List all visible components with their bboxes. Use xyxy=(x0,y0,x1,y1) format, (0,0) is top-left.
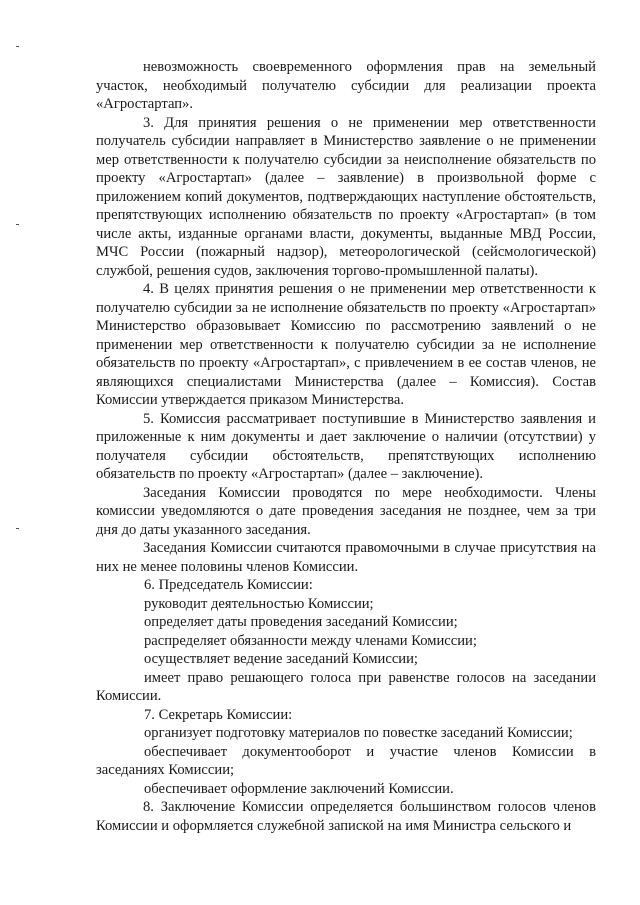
list-item: обеспечивает оформление заключений Комиссии. xyxy=(144,780,454,797)
paragraph-8: 8. Заключение Комиссии определяется большинством голосов членов Комиссии и оформляется служебной запиской на имя Министра сельского и xyxy=(96,799,596,834)
list-item: обеспечивает документооборот и участие членов Комиссии в заседаниях Комиссии; xyxy=(96,743,596,778)
list-item: распределяет обязанности между членами Комиссии; xyxy=(144,632,477,649)
paragraph-quorum: Заседания Комиссии считаются правомочными в случае присутствия на них не менее половины членов Комиссии. xyxy=(96,540,596,575)
list-item: руководит деятельностью Комиссии; xyxy=(144,595,374,612)
scan-mark xyxy=(16,528,19,529)
paragraph-7-heading: 7. Секретарь Комиссии: xyxy=(144,706,293,723)
paragraph-meetings: Заседания Комиссии проводятся по мере необходимости. Члены комиссии уведомляются о дате проведения заседания не позднее, чем за три дня до даты указанного заседания. xyxy=(96,484,596,538)
paragraph-6-heading: 6. Председатель Комиссии: xyxy=(144,577,313,593)
scan-mark xyxy=(16,224,19,225)
list-item: имеет право решающего голоса при равенстве голосов на заседании Комиссии. xyxy=(96,669,596,704)
document-body xyxy=(96,58,596,835)
paragraph-4: 4. В целях принятия решения о не применении мер ответственности к получателю субсидии за не исполнение обязательств по проекту «Агростартап» Министерство образовывает Комиссию по рассмотрению заявлений о не применении мер ответственности к получателю субсидии за не исполнение обязательств по проекту «Агростартап», с привлечением в ее состав членов, не являющихся специалистами Министерства (далее – Комиссия). Состав Комиссии утверждается приказом Министерства. xyxy=(96,281,596,408)
list-item: организует подготовку материалов по повестке заседаний Комиссии; xyxy=(144,725,573,741)
paragraph-continuation: невозможность своевременного оформления прав на земельный участок, необходимый получателю субсидии для реализации проекта «Агростартап». xyxy=(96,59,596,112)
paragraph-3: 3. Для принятия решения о не применении мер ответственности получатель субсидии направляет в Министерство заявление о не применении мер ответственности к получателю субсидии за неисполнение обязательств по проекту «Агростартап» (далее – заявление) в произвольной форме с приложением копий документов, подтверждающих наступление обстоятельств, препятствующих исполнению обязательств по проекту «Агростартап» (в том числе акты, изданные органами власти, документы, выданные МВД России, МЧС России (пожарный надзор), метеорологической (сейсмологической) службой, решения судов, заключения торгово-промышленной палаты). xyxy=(96,114,596,279)
paragraph-5: 5. Комиссия рассматривает поступившие в Министерство заявления и приложенные к ним документы и дает заключение о наличии (отсутствии) у получателя субсидии обстоятельств, препятствующих исполнению обязательств по проекту «Агростартап» (далее – заключение). xyxy=(96,410,596,482)
list-item: осуществляет ведение заседаний Комиссии; xyxy=(144,651,418,667)
scan-mark xyxy=(16,46,19,47)
list-item: определяет даты проведения заседаний Комиссии; xyxy=(144,614,458,630)
